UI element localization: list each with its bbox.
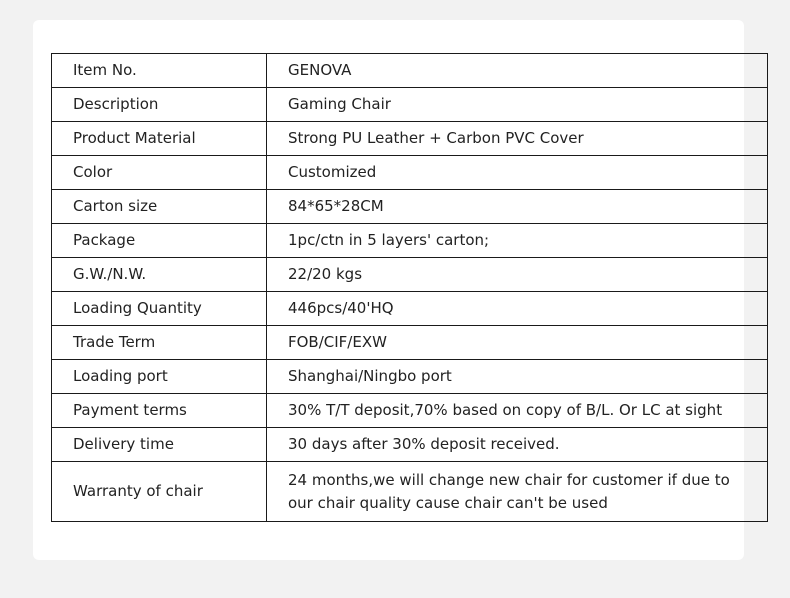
row-value: 24 months,we will change new chair for customer if due to our chair quality cause chair can't be used (267, 462, 768, 522)
table-row (52, 428, 768, 462)
table-row (52, 462, 768, 522)
row-value: 30% T/T deposit,70% based on copy of B/L. Or LC at sight (267, 394, 768, 428)
row-value: GENOVA (267, 54, 768, 88)
table-row (52, 224, 768, 258)
row-label: Payment terms (52, 394, 267, 428)
row-value: Shanghai/Ningbo port (267, 360, 768, 394)
row-value: 22/20 kgs (267, 258, 768, 292)
table-row (52, 190, 768, 224)
row-label: Delivery time (52, 428, 267, 462)
row-label: Item No. (52, 54, 267, 88)
row-value: 30 days after 30% deposit received. (267, 428, 768, 462)
table-row (52, 394, 768, 428)
row-value: Strong PU Leather + Carbon PVC Cover (267, 122, 768, 156)
row-label: Description (52, 88, 267, 122)
row-value: 84*65*28CM (267, 190, 768, 224)
row-label: Warranty of chair (52, 462, 267, 522)
row-value: FOB/CIF/EXW (267, 326, 768, 360)
table-row (52, 54, 768, 88)
table-row (52, 122, 768, 156)
row-label: Package (52, 224, 267, 258)
table-row (52, 258, 768, 292)
row-label: Product Material (52, 122, 267, 156)
row-value: Customized (267, 156, 768, 190)
product-spec-table (51, 53, 768, 522)
row-label: Loading Quantity (52, 292, 267, 326)
table-row (52, 360, 768, 394)
row-value: 446pcs/40'HQ (267, 292, 768, 326)
row-label: Trade Term (52, 326, 267, 360)
row-label: Carton size (52, 190, 267, 224)
table-row (52, 88, 768, 122)
row-label: Color (52, 156, 267, 190)
row-label: Loading port (52, 360, 267, 394)
row-value: Gaming Chair (267, 88, 768, 122)
row-label: G.W./N.W. (52, 258, 267, 292)
table-row (52, 156, 768, 190)
table-row (52, 326, 768, 360)
row-value: 1pc/ctn in 5 layers' carton; (267, 224, 768, 258)
table-row (52, 292, 768, 326)
